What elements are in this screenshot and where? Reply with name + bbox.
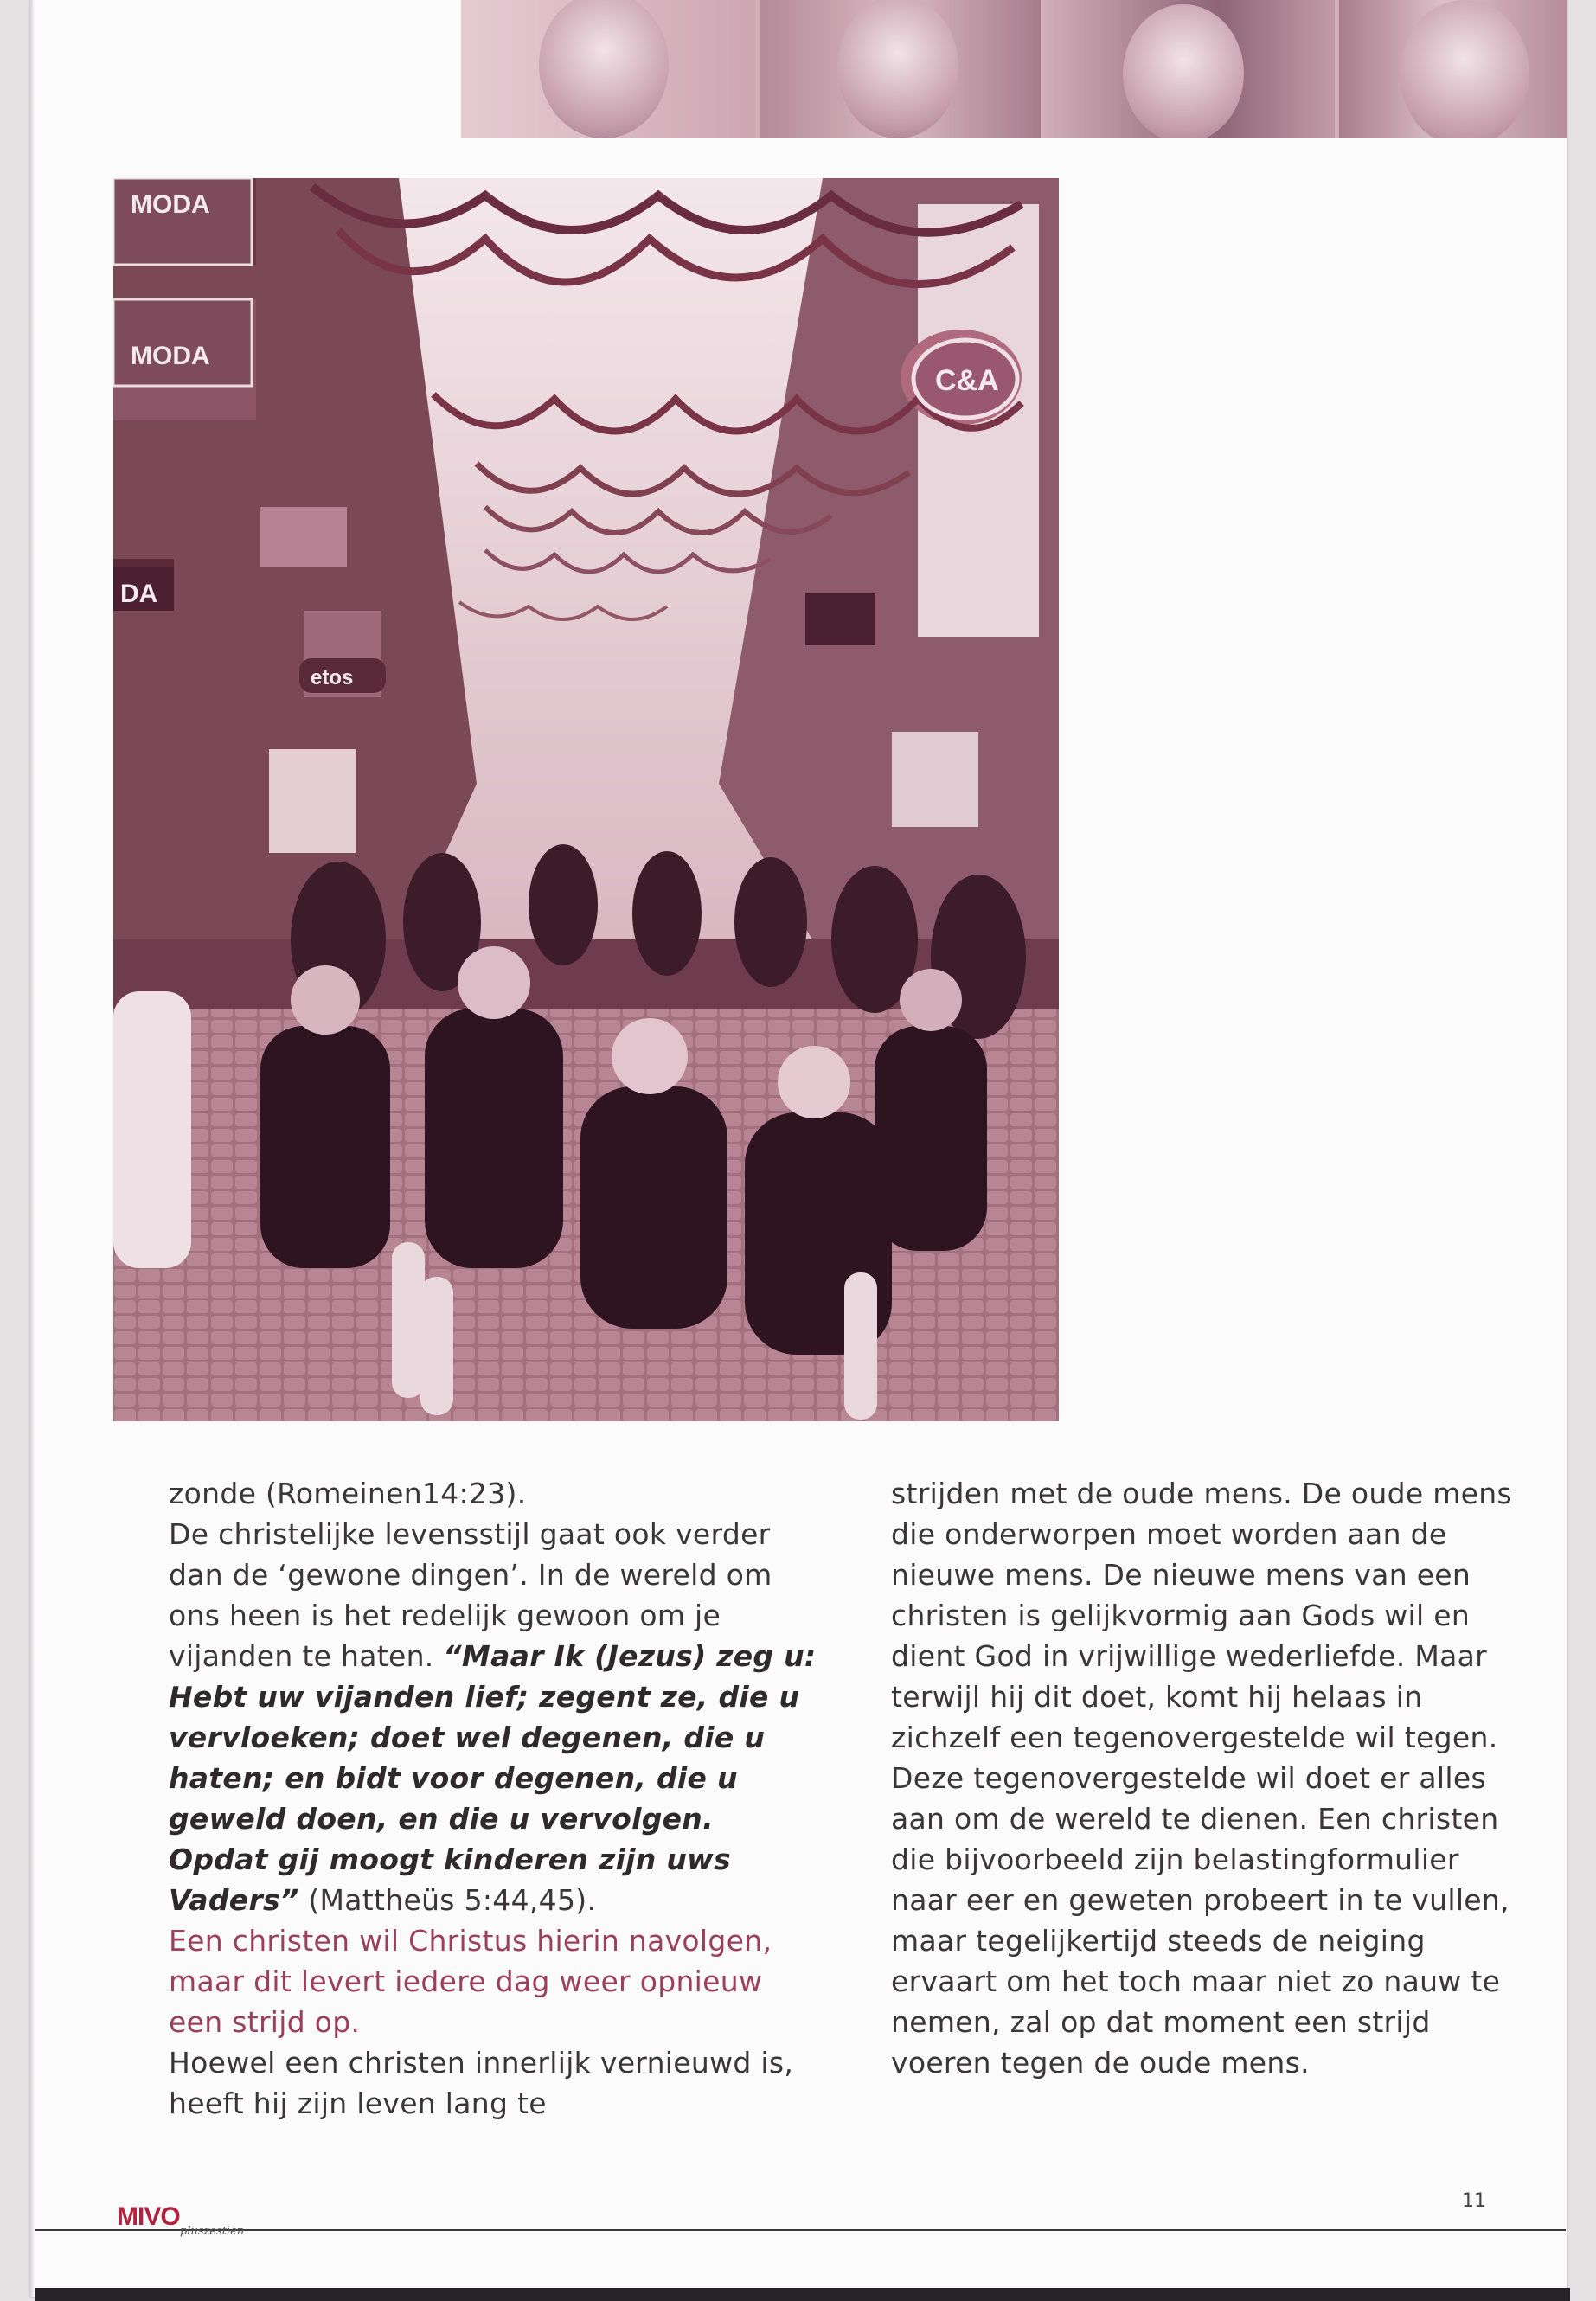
sign-etos: etos — [311, 666, 354, 689]
sign-ca: C&A — [935, 364, 999, 397]
shopping-street-photo — [113, 178, 1059, 1421]
article-paragraph-accent: Een christen wil Christus hierin navolgen, maar dit levert iedere dag weer opnieuw een strijd op. — [169, 1924, 772, 2039]
article-left-column — [169, 1473, 817, 2124]
street-scene-illustration — [113, 178, 1059, 1421]
sign-moda-top: MODA — [131, 190, 210, 219]
portrait-face-2 — [837, 0, 958, 138]
mivo-logo-subtitle: pluszestien — [180, 2225, 245, 2238]
article-right-column — [891, 1473, 1522, 2083]
sign-da: DA — [120, 580, 158, 608]
portrait-face-1 — [539, 0, 669, 138]
footer-rule — [35, 2229, 1566, 2231]
page-number: 11 — [1462, 2190, 1486, 2212]
bottom-edge-band — [35, 2288, 1570, 2301]
portrait-banner — [461, 0, 1567, 138]
portrait-face-4 — [1400, 0, 1529, 138]
portrait-face-3 — [1123, 4, 1244, 138]
sign-moda-middle: MODA — [131, 342, 210, 370]
article-paragraph-right: strijden met de oude mens. De oude mens die onderworpen moet worden aan de nieuwe mens. De nieuwe mens van een christen is gelijkvormig aan Gods wil en dient God in vrijwillige wederliefde. Maar terwijl hij dit doet, komt hij helaas in zichzelf een tegenovergestelde wil tegen. Deze tegenovergestelde wil doet er alles aan om de wereld te dienen. Een christen die bijvoorbeeld zijn belastingformulier naar eer en geweten probeert in te vullen, maar tegelijkertijd steeds de neiging ervaart om het toch maar niet zo nauw te nemen, zal op dat moment een strijd voeren tegen de oude mens. — [891, 1477, 1512, 2080]
portrait-photo-4 — [1339, 0, 1567, 138]
portrait-photo-1 — [461, 0, 755, 138]
article-paragraph-2-text: De christelijke levensstijl gaat ook verder dan de ‘gewone dingen’. In de wereld om ons heen is het redelijk gewoon om je vijanden te haten. — [169, 1517, 772, 1673]
page-spine — [29, 0, 35, 2297]
mivo-logo: MIVO — [117, 2202, 180, 2231]
article-paragraph-1: zonde (Romeinen14:23). — [169, 1477, 527, 1510]
bible-quote: “Maar Ik (Jezus) zeg u: Hebt uw vijanden lief; zegent ze, die u vervloeken; doet wel degenen, die u haten; en bidt voor degenen, die u geweld doen, en die u vervolgen. Opdat gij moogt kinderen zijn uws Vaders” — [169, 1639, 817, 1917]
article-paragraph-2 — [169, 1514, 817, 1920]
bible-reference: (Mattheüs 5:44,45). — [298, 1883, 597, 1917]
portrait-photo-2 — [760, 0, 1041, 138]
article-paragraph-4: Hoewel een christen innerlijk vernieuwd is, heeft hij zijn leven lang te — [169, 2046, 794, 2120]
portrait-photo-3 — [1045, 0, 1335, 138]
